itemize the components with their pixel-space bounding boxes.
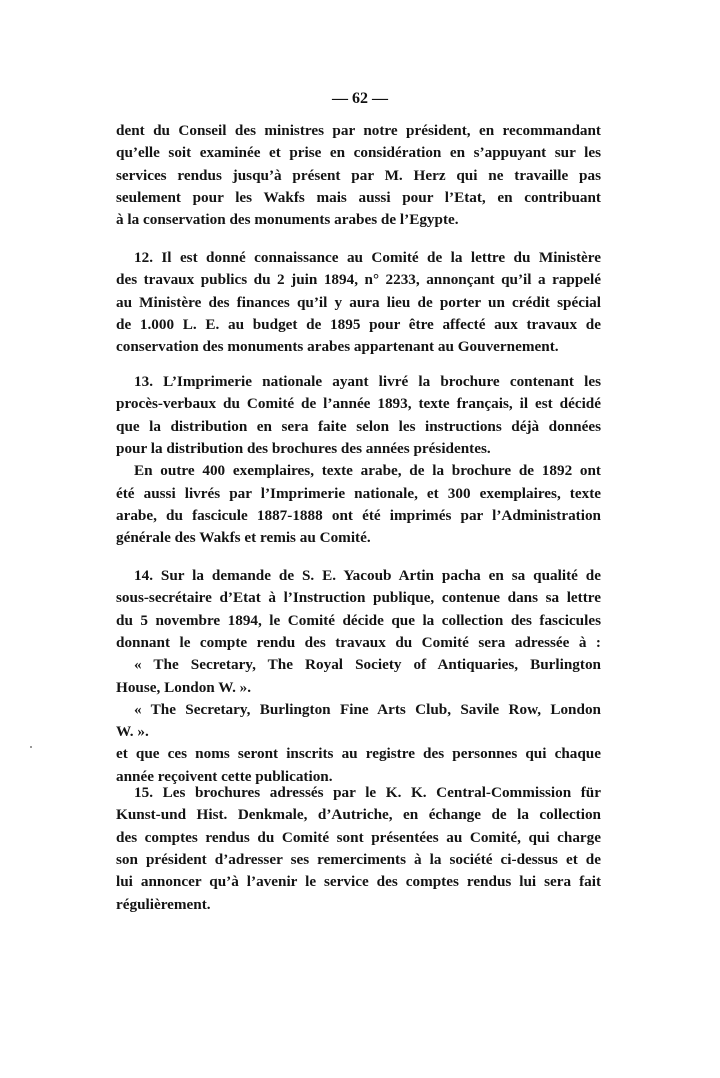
text-line: son président d’adresser ses remerciments à la société ci-dessus et de (116, 850, 601, 868)
text-line: qu’elle soit examinée et prise en considération en s’appuyant sur les (116, 144, 601, 162)
text-line: 15. Les brochures adressés par le K. K. Central-Commission für (134, 784, 601, 801)
text-line: lui annoncer qu’à l’avenir le service des comptes rendus lui sera fait (116, 873, 601, 891)
text-line: à la conservation des monuments arabes de l’Egypte. (116, 211, 459, 229)
text-line: régulièrement. (116, 895, 211, 913)
text-line: services rendus jusqu’à présent par M. Herz qui ne travaille pas (116, 166, 601, 184)
text-line: des comptes rendus du Comité sont présentées au Comité, qui charge (116, 828, 601, 846)
text-line: que la distribution en sera faite selon les instructions déjà données (116, 417, 601, 435)
text-line: année reçoivent cette publication. (116, 767, 333, 785)
text-line: du 5 novembre 1894, le Comité décide que la collection des fascicules (116, 611, 601, 629)
text-line: 14. Sur la demande de S. E. Yacoub Artin pacha en sa qualité de (134, 567, 601, 584)
text-line: sous-secrétaire d’Etat à l’Instruction publique, contenue dans sa lettre (116, 589, 601, 607)
text-line: dent du Conseil des ministres par notre président, en recommandant (116, 122, 601, 139)
text-line: donnant le compte rendu des travaux du Comité sera adressée à : (116, 633, 601, 651)
text-line: des travaux publics du 2 juin 1894, n° 2233, annonçant qu’il a rappelé (116, 271, 601, 289)
text-line: 13. L’Imprimerie nationale ayant livré la brochure contenant les (134, 373, 601, 390)
scan-speck (30, 746, 32, 748)
text-line: été aussi livrés par l’Imprimerie nationale, et 300 exemplaires, texte (116, 484, 601, 502)
text-line: En outre 400 exemplaires, texte arabe, de la brochure de 1892 ont (134, 462, 601, 480)
text-line: « The Secretary, Burlington Fine Arts Club, Savile Row, London (134, 700, 601, 718)
page-number: — 62 — (332, 90, 388, 107)
text-line: House, London W. ». (116, 678, 252, 696)
text-line: arabe, du fascicule 1887-1888 ont été imprimés par l’Administration (116, 506, 601, 524)
text-line: 12. Il est donné connaissance au Comité de la lettre du Ministère (134, 249, 601, 266)
text-line: W. ». (116, 723, 149, 741)
text-line: de 1.000 L. E. au budget de 1895 pour être affecté aux travaux de (116, 315, 601, 333)
text-line: procès-verbaux du Comité de l’année 1893, texte français, il est décidé (116, 395, 601, 413)
text-line: « The Secretary, The Royal Society of Antiquaries, Burlington (134, 656, 601, 674)
text-line: et que ces noms seront inscrits au registre des personnes qui chaque (116, 745, 601, 763)
text-line: seulement pour les Wakfs mais aussi pour l’Etat, en contribuant (116, 188, 601, 206)
text-line: générale des Wakfs et remis au Comité. (116, 529, 371, 547)
text-line: au Ministère des finances qu’il y aura lieu de porter un crédit spécial (116, 293, 601, 311)
text-line: pour la distribution des brochures des années présidentes. (116, 439, 491, 457)
text-line: conservation des monuments arabes appartenant au Gouvernement. (116, 338, 559, 356)
text-line: Kunst-und Hist. Denkmale, d’Autriche, en échange de la collection (116, 806, 601, 824)
